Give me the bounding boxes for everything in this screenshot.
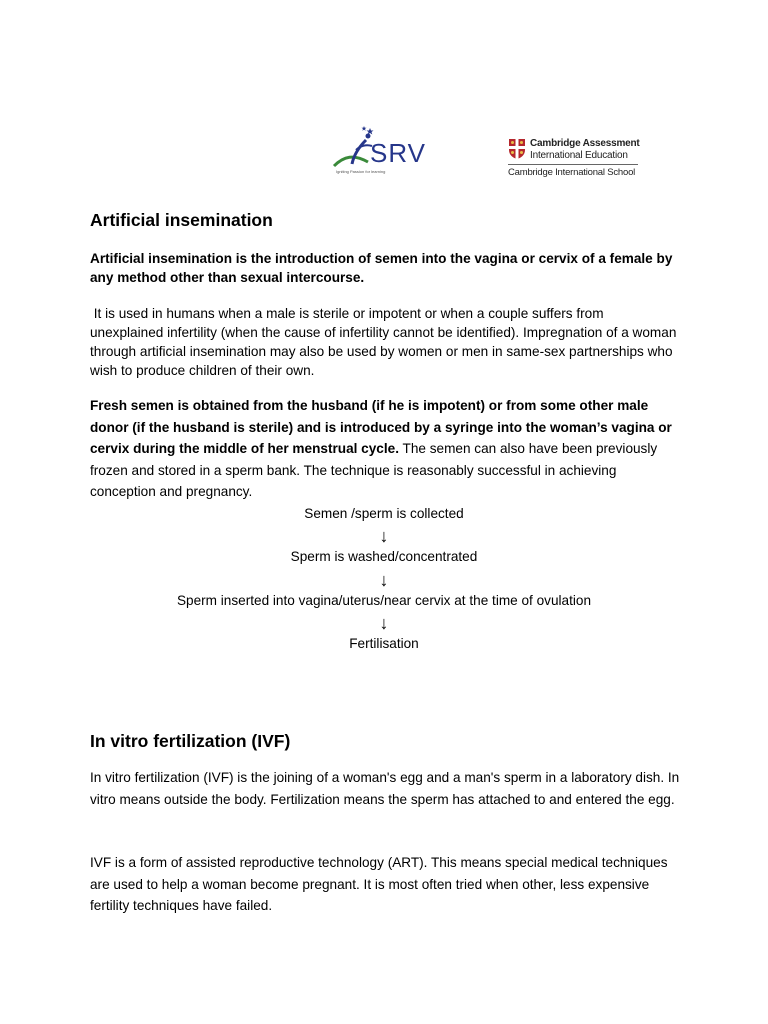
flow-step-2: Sperm is washed/concentrated xyxy=(290,549,478,564)
ivf-definition-paragraph: In vitro fertilization (IVF) is the joining of a woman's egg and a man's sperm in a laboratory dish. In vitro means outside the body. Fertilization means the sperm has attached to and entered the egg. xyxy=(90,770,680,807)
procedure-bold-text: Fresh semen is obtained from the husband (if he is impotent) or from some other male donor (if the husband is sterile) and is introduced by a syringe into the woman’s vagina or cervix during the middle of her menstrual cycle. xyxy=(90,398,672,456)
cambridge-logo-line3: Cambridge International School xyxy=(508,167,636,178)
down-arrow-icon: ↓ xyxy=(379,613,389,633)
section-title-ivf: In vitro fertilization (IVF) xyxy=(90,731,291,751)
srv-logo xyxy=(330,126,430,182)
srv-figure-icon xyxy=(330,126,374,172)
definition-paragraph: Artificial insemination is the introduction of semen into the vagina or cervix of a female by any method other than sexual intercourse. xyxy=(90,251,673,285)
cambridge-logo-line2: International Education xyxy=(530,150,628,161)
cambridge-logo-line1: Cambridge Assessment xyxy=(530,138,640,149)
ivf-art-paragraph: IVF is a form of assisted reproductive technology (ART). This means special medical techniques are used to help a woman become pregnant. It is most often tried when other, less expensive fertility techniques have failed. xyxy=(90,855,668,913)
down-arrow-icon: ↓ xyxy=(379,570,389,590)
flow-step-1: Semen /sperm is collected xyxy=(304,506,464,521)
srv-logo-tagline: Igniting Passion for learning xyxy=(336,169,386,174)
flow-step-4: Fertilisation xyxy=(349,636,419,651)
cambridge-logo xyxy=(508,137,648,181)
section-title-artificial-insemination: Artificial insemination xyxy=(90,210,273,230)
flow-step-3: Sperm inserted into vagina/uterus/near cervix at the time of ovulation xyxy=(176,593,592,608)
srv-logo-text: SRV xyxy=(370,138,426,168)
procedure-paragraph xyxy=(90,395,680,503)
usage-paragraph: It is used in humans when a male is sterile or impotent or when a couple suffers from unexplained infertility (when the cause of infertility cannot be identified). Impregnation of a woman through artificial insemination may also be used by women or men in same-sex partnerships who wish to produce children of their own. xyxy=(90,306,681,378)
procedure-regular-text: The semen can also have been previously frozen and stored in a sperm bank. The technique is reasonably successful in achieving conception and pregnancy. xyxy=(90,441,658,499)
cambridge-logo-divider xyxy=(508,164,638,165)
cambridge-shield-icon xyxy=(508,138,526,160)
down-arrow-icon: ↓ xyxy=(379,526,389,546)
